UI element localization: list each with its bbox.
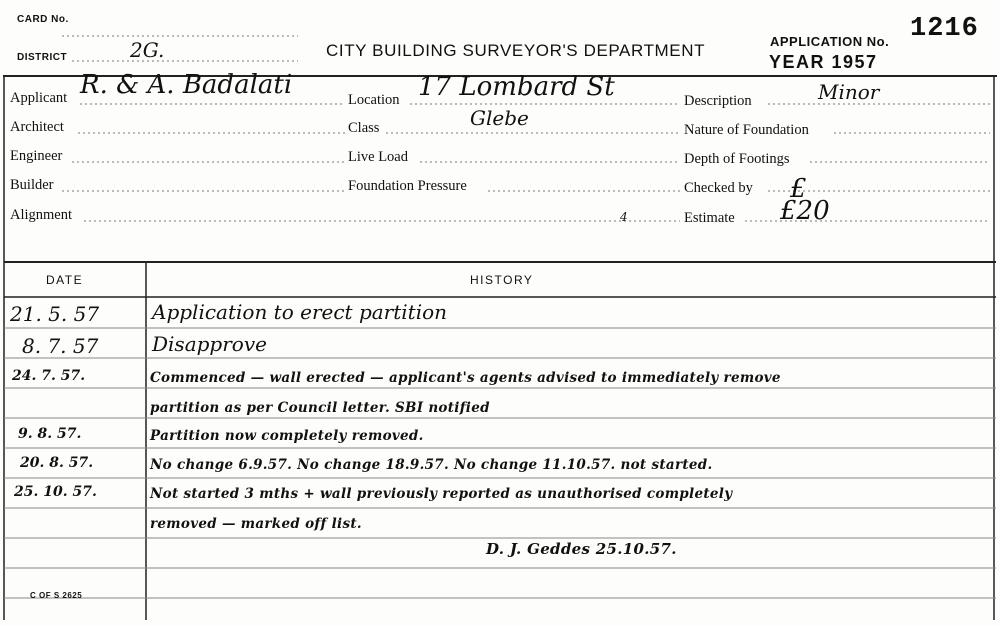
form-code: C OF S 2625: [30, 591, 83, 600]
signature: D. J. Geddes 25.10.57.: [486, 540, 677, 558]
location-label: Location: [348, 92, 400, 108]
live-load-label: Live Load: [348, 149, 408, 165]
history-text: removed — marked off list.: [150, 516, 362, 532]
year-label: YEAR 1957: [769, 52, 878, 72]
description-label: Description: [684, 93, 752, 109]
district-label: DISTRICT: [17, 52, 68, 63]
history-date: 8. 7. 57: [22, 334, 99, 358]
history-text: Partition now completely removed.: [150, 428, 424, 444]
estimate-value: £20: [780, 196, 830, 226]
history-date: 25. 10. 57.: [14, 484, 97, 500]
district-value: 2G.: [130, 38, 165, 62]
application-no-label: APPLICATION No.: [770, 34, 890, 49]
location-suburb: Glebe: [470, 106, 529, 130]
foundation-pressure-label: Foundation Pressure: [348, 178, 467, 194]
nature-of-foundation-label: Nature of Foundation: [684, 122, 809, 138]
applicant-value: R. & A. Badalati: [80, 70, 293, 100]
application-no-value: 1216: [910, 14, 979, 44]
history-column-header: HISTORY: [470, 273, 534, 287]
history-text: Commenced — wall erected — applicant's agents advised to immediately remove: [150, 370, 781, 386]
card-no-label: CARD No.: [17, 14, 69, 25]
department-title: CITY BUILDING SURVEYOR'S DEPARTMENT: [326, 41, 706, 60]
alignment-mark: 4: [620, 210, 628, 224]
depth-of-footings-label: Depth of Footings: [684, 151, 790, 167]
checked-by-value: £: [790, 174, 807, 204]
alignment-label: Alignment: [10, 207, 73, 223]
location-value: 17 Lombard St: [418, 72, 615, 102]
history-date: 24. 7. 57.: [12, 368, 86, 384]
engineer-label: Engineer: [10, 148, 63, 164]
date-column-header: DATE: [46, 273, 84, 287]
architect-label: Architect: [10, 119, 64, 135]
history-text: No change 6.9.57. No change 18.9.57. No change 11.10.57. not started.: [150, 457, 713, 473]
applicant-label: Applicant: [10, 90, 68, 106]
history-text: Application to erect partition: [152, 300, 448, 324]
history-date: 21. 5. 57: [10, 302, 100, 326]
history-date: 20. 8. 57.: [20, 455, 94, 471]
estimate-label: Estimate: [684, 210, 735, 226]
description-value: Minor: [818, 80, 880, 104]
checked-by-label: Checked by: [684, 180, 753, 196]
history-text: Not started 3 mths + wall previously reported as unauthorised completely: [150, 486, 733, 502]
history-date: 9. 8. 57.: [18, 426, 82, 442]
history-text: Disapprove: [152, 332, 267, 356]
history-text: partition as per Council letter. SBI notified: [150, 400, 490, 416]
class-label: Class: [348, 120, 380, 136]
builder-label: Builder: [10, 177, 54, 193]
